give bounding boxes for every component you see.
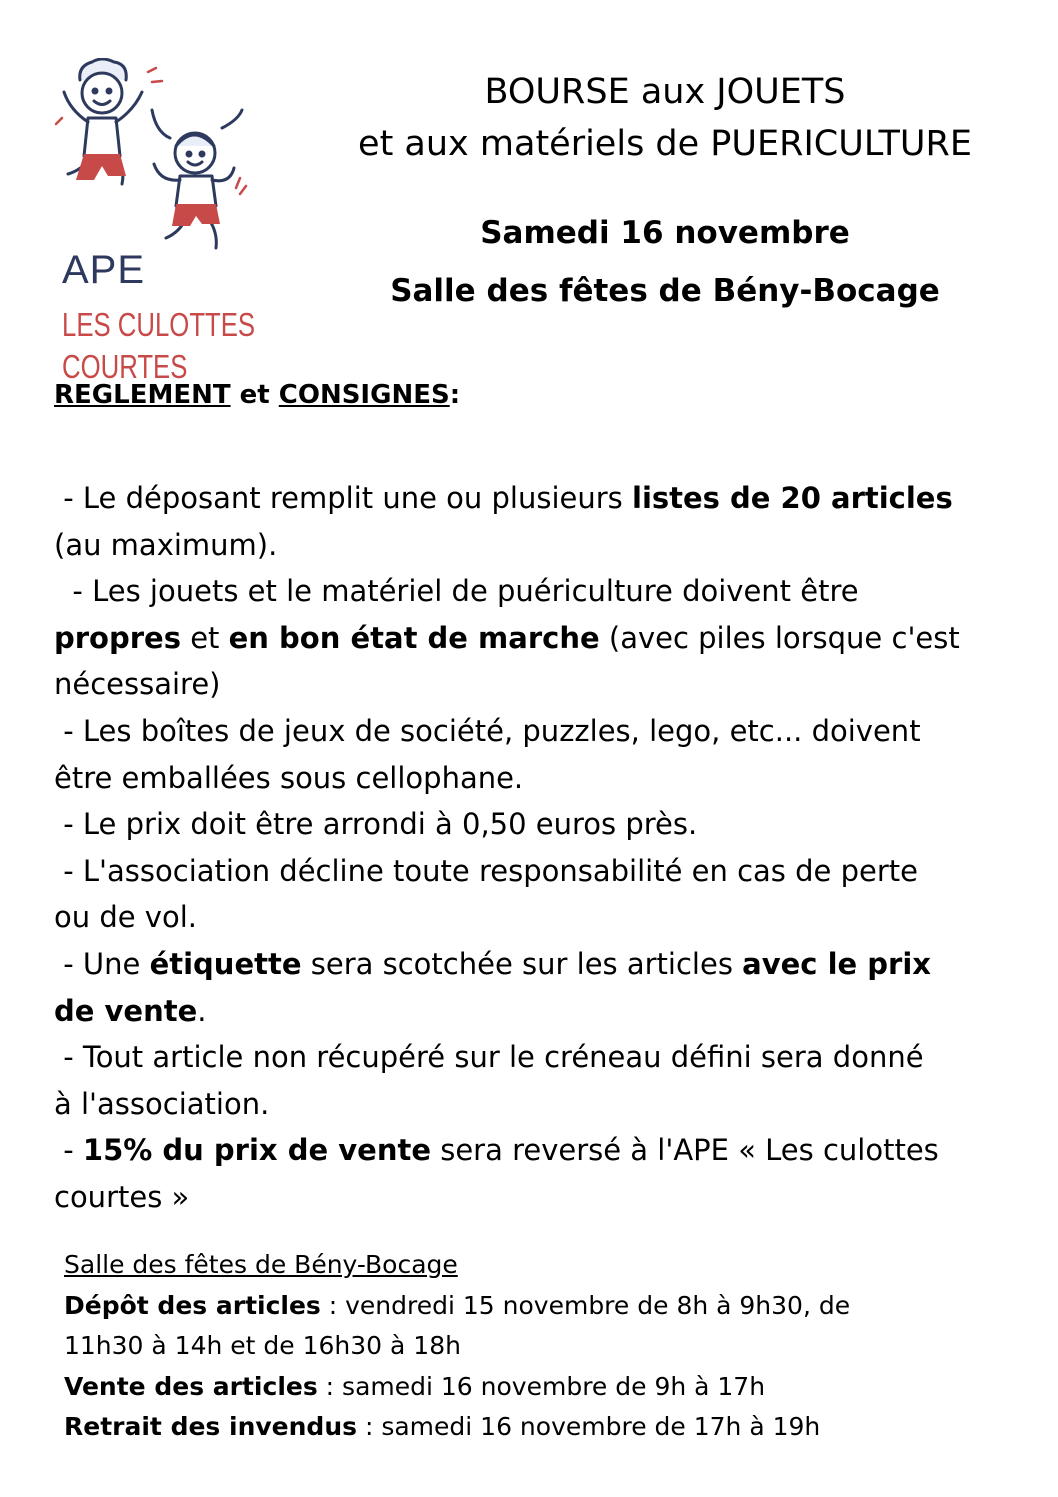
logo-line-2: COURTES [62,348,188,385]
schedule-info [64,1245,964,1448]
rule-bold: de vente [54,993,198,1028]
title-line-2: et aux matériels de PUERICULTURE [358,124,972,164]
rule-text: (avec piles lorsque c'est [599,620,960,655]
rule-bold: 15% du prix de vente [82,1133,431,1168]
schedule-deposit [64,1286,964,1327]
schedule-text: : samedi 16 novembre de 9h à 17h [317,1371,766,1401]
event-header [270,66,1058,320]
schedule-sale [64,1367,964,1408]
schedule-text: : samedi 16 novembre de 17h à 19h [357,1412,821,1441]
rule-text: sera scotchée sur les articles [301,946,743,981]
children-illustration-icon [52,58,252,258]
rule-bold: en bon état de marche [228,620,600,655]
rules-heading-consignes: CONSIGNES [278,380,450,410]
event-date: Samedi 16 novembre [480,215,850,251]
logo-line-1: LES CULOTTES [62,306,256,343]
rule-line: - L'association décline toute responsabilité en cas de perte [54,853,918,888]
rule-text: sera reversé à l'APE « Les culottes [431,1133,939,1168]
rules-heading-reglement: REGLEMENT [54,380,231,410]
rule-text: - Le déposant remplit une ou plusieurs [54,481,632,515]
rule-line: - Les jouets et le matériel de puériculture doivent être [54,574,859,609]
logo-ape-text: APE [62,248,146,292]
schedule-venue: Salle des fêtes de Bény-Bocage [64,1250,458,1279]
rule-bold: étiquette [149,946,302,981]
schedule-deposit-cont: 11h30 à 14h et de 16h30 à 18h [64,1331,461,1360]
rule-line: ou de vol. [54,900,197,935]
rule-line: nécessaire) [54,667,221,702]
rule-bold: avec le prix [742,946,931,981]
rules-heading [54,380,460,410]
rules-heading-and: et [230,380,279,410]
schedule-pickup [64,1407,964,1448]
schedule-label: Dépôt des articles [64,1290,321,1320]
rule-line: être emballées sous cellophane. [54,760,524,795]
rule-text: - Une [54,946,150,981]
rule-line: - Tout article non récupéré sur le créneau défini sera donné [54,1040,924,1075]
rule-line: - Les boîtes de jeux de société, puzzles, lego, etc... doivent [54,713,921,748]
rules-body [54,475,1014,1221]
rule-text: . [197,993,207,1028]
event-venue: Salle des fêtes de Bény-Bocage [390,273,940,309]
rules-heading-colon: : [449,380,461,410]
rule-text: - [54,1133,83,1168]
rule-line [54,1127,1014,1174]
rule-bold: propres [54,620,181,655]
rule-bold: listes de 20 articles [632,481,953,515]
rule-line: (au maximum). [54,527,278,562]
rule-line: à l'association. [54,1086,270,1121]
rule-line [54,941,1014,988]
rule-text: et [180,620,229,655]
rule-line [54,475,1014,522]
ape-logo [52,58,256,385]
title-line-1: BOURSE aux JOUETS [484,72,846,112]
rule-line [54,615,1014,662]
rule-line: - Le prix doit être arrondi à 0,50 euros près. [54,807,698,842]
rule-line [54,988,1014,1035]
rule-line: courtes » [54,1179,190,1214]
schedule-label: Retrait des invendus [64,1412,358,1441]
schedule-label: Vente des articles [64,1371,318,1401]
schedule-text: : vendredi 15 novembre de 8h à 9h30, de [320,1290,851,1320]
